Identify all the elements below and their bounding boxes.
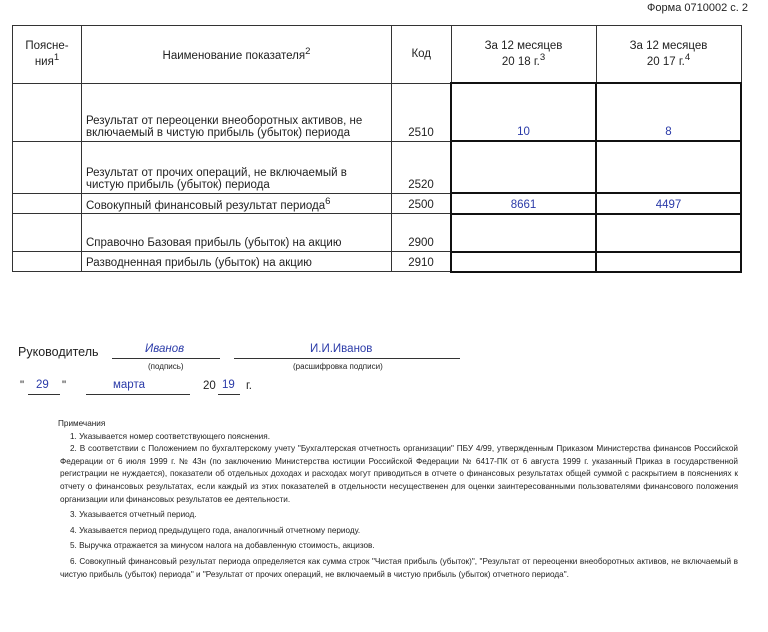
header-name-sup: 2 (305, 46, 311, 58)
row-code: 2910 (392, 252, 452, 272)
row-code: 2510 (392, 83, 452, 141)
note-item: 1. Указывается номер соответствующего пояснения. (70, 431, 270, 441)
row-name: Результат от переоценки внеоборотных активов, не включаемый в чистую прибыль (убыток) периода (82, 83, 392, 141)
row-prev-value: 8 (596, 83, 741, 141)
header-cur-period: За 12 месяцев (484, 40, 563, 53)
signature-label: Руководитель (18, 345, 99, 359)
row-prev-value (596, 252, 741, 272)
report-table (12, 25, 742, 273)
table-row (13, 214, 742, 252)
notes (60, 418, 738, 581)
name-caption: (расшифровка подписи) (293, 362, 383, 371)
row-cur-value: 8661 (451, 193, 596, 214)
header-note-sup: 1 (53, 52, 60, 64)
note-item: 2. В соответствии с Положением по бухгалтерскому учету "Бухгалтерская отчетность организации" ПБУ 4/99, утвержденным Приказом Министерства финансов Российской Федерации от 6 июля 1999 г. № 43н (по заключению Министерства юстиции Российской Федерации № 6417-ПК от 6 августа 1999 г. указанный Приказ в государственной регистрации не нуждается), показатели об отдельных доходах и расходах могут приводиться в отчете о финансовых результатах общей суммой с раскрытием в пояснениях к отчету о финансовых результатах, если каждый из этих показателей в отдельности несущественен для оценки заинтересованными пользователями финансового положения организации или финансовых результатов ее деятельности. (60, 444, 738, 504)
header-prev-period: За 12 месяцев (629, 40, 708, 53)
row-name (82, 193, 392, 214)
signature-value: Иванов (145, 343, 185, 355)
note-item: 3. Указывается отчетный период. (70, 510, 197, 520)
form-id: Форма 0710002 с. 2 (647, 2, 748, 14)
header-prev (596, 26, 741, 84)
row-cur-value (451, 252, 596, 272)
date-year-prefix: 20 (203, 380, 216, 392)
row-prev-value (596, 141, 741, 193)
row-name: Результат от прочих операций, не включаемый в чистую прибыль (убыток) периода (82, 141, 392, 193)
row-code: 2900 (392, 214, 452, 252)
header-name-label: Наименование показателя (162, 50, 306, 63)
row-name-sup: 6 (325, 195, 331, 207)
name-line (234, 358, 460, 359)
row-cur-value: 10 (451, 83, 596, 141)
table-header (13, 26, 742, 84)
notes-title: Примечания (58, 419, 106, 428)
row-cur-value (451, 141, 596, 193)
row-name: Справочно Базовая прибыль (убыток) на акцию (82, 214, 392, 252)
row-name: Разводненная прибыль (убыток) на акцию (82, 252, 392, 272)
date-day: 29 (36, 379, 49, 391)
row-note (13, 252, 82, 272)
row-note (13, 141, 82, 193)
row-cur-value (451, 214, 596, 252)
note-item: 6. Совокупный финансовый результат периода определяется как сумма строк "Чистая прибыль (убыток)", "Результат от переоценки внеоборотных активов, не включаемый в чистую прибыль (убыток) периода" и "Результат от прочих операций, не включаемый в чистую прибыль (убыток) отчетного периода". (60, 556, 738, 579)
row-note (13, 193, 82, 214)
name-value: И.И.Иванов (310, 343, 373, 355)
year-line (218, 394, 240, 395)
row-prev-value: 4497 (596, 193, 741, 214)
note-item: 5. Выручка отражается за минусом налога на добавленную стоимость, акцизов. (70, 541, 375, 551)
header-prev-sup: 4 (684, 52, 691, 64)
signature-line (112, 358, 220, 359)
header-cur-year: 20 18 г. (501, 55, 540, 68)
row-note (13, 214, 82, 252)
table-row (13, 141, 742, 193)
note-item: 4. Указывается период предыдущего года, аналогичный отчетному периоду. (70, 525, 361, 535)
date-month: марта (113, 379, 145, 391)
header-code: Код (392, 26, 452, 84)
date-open-quote: " (20, 380, 25, 392)
table-row (13, 83, 742, 141)
header-cur-sup: 3 (539, 52, 546, 64)
signature-caption: (подпись) (148, 362, 184, 371)
header-note-label: Поясне-ния (25, 40, 69, 69)
row-code: 2500 (392, 193, 452, 214)
row-note (13, 83, 82, 141)
header-name (82, 26, 392, 84)
table-row (13, 252, 742, 272)
date-year: 19 (222, 379, 235, 391)
row-name-text: Совокупный финансовый результат периода (86, 199, 326, 212)
header-cur (451, 26, 596, 84)
table-row (13, 193, 742, 214)
row-prev-value (596, 214, 741, 252)
header-prev-year: 20 17 г. (646, 55, 685, 68)
month-line (86, 394, 190, 395)
date-year-suffix: г. (246, 380, 252, 392)
day-line (28, 394, 60, 395)
row-code: 2520 (392, 141, 452, 193)
date-close-quote: " (62, 380, 67, 392)
header-note (13, 26, 82, 84)
